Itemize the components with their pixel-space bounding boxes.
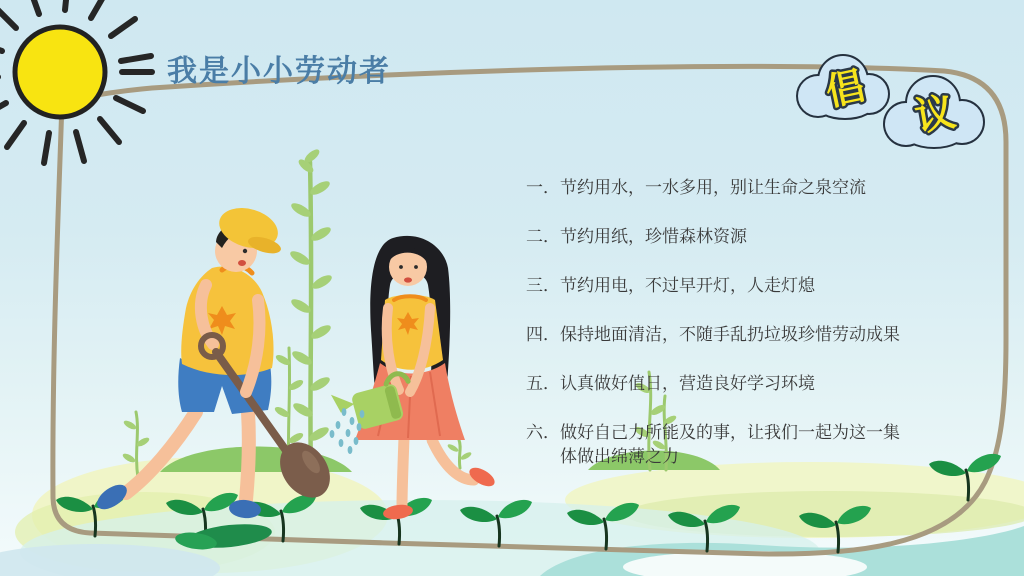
- list-item-text: 做好自己力所能及的事，让我们一起为这一集体做出绵薄之力: [560, 423, 900, 466]
- list-item: [526, 323, 966, 347]
- girl-figure: [330, 236, 498, 521]
- list-item-number: 三．: [526, 276, 560, 295]
- list-item: [526, 421, 966, 469]
- proposal-list: [526, 176, 966, 494]
- cloud-icon-yi: [885, 77, 983, 147]
- list-item: [526, 372, 966, 396]
- sun-icon: [0, 0, 152, 163]
- list-item-number: 一．: [526, 178, 560, 197]
- list-item-number: 二．: [526, 227, 560, 246]
- list-item-text: 节约用纸，珍惜森林资源: [560, 227, 747, 246]
- list-item: [526, 225, 966, 249]
- list-item-number: 四．: [526, 325, 560, 344]
- list-item-number: 五．: [526, 374, 560, 393]
- sapling-icon: [273, 147, 333, 468]
- badge-yi-label: 议: [911, 89, 959, 141]
- list-item-text: 节约用电，不过早开灯，人走灯熄: [560, 276, 815, 295]
- badge-chang-label: 倡: [822, 65, 869, 115]
- list-item: [526, 274, 966, 298]
- list-item-text: 节约用水，一水多用，别让生命之泉空流: [560, 178, 866, 197]
- page-title: 我是小小劳动者: [167, 55, 391, 89]
- list-item: [526, 176, 966, 200]
- list-item-text: 保持地面清洁，不随手乱扔垃圾珍惜劳动成果: [560, 325, 900, 344]
- list-item-number: 六．: [526, 423, 560, 442]
- list-item-text: 认真做好值日，营造良好学习环境: [560, 374, 815, 393]
